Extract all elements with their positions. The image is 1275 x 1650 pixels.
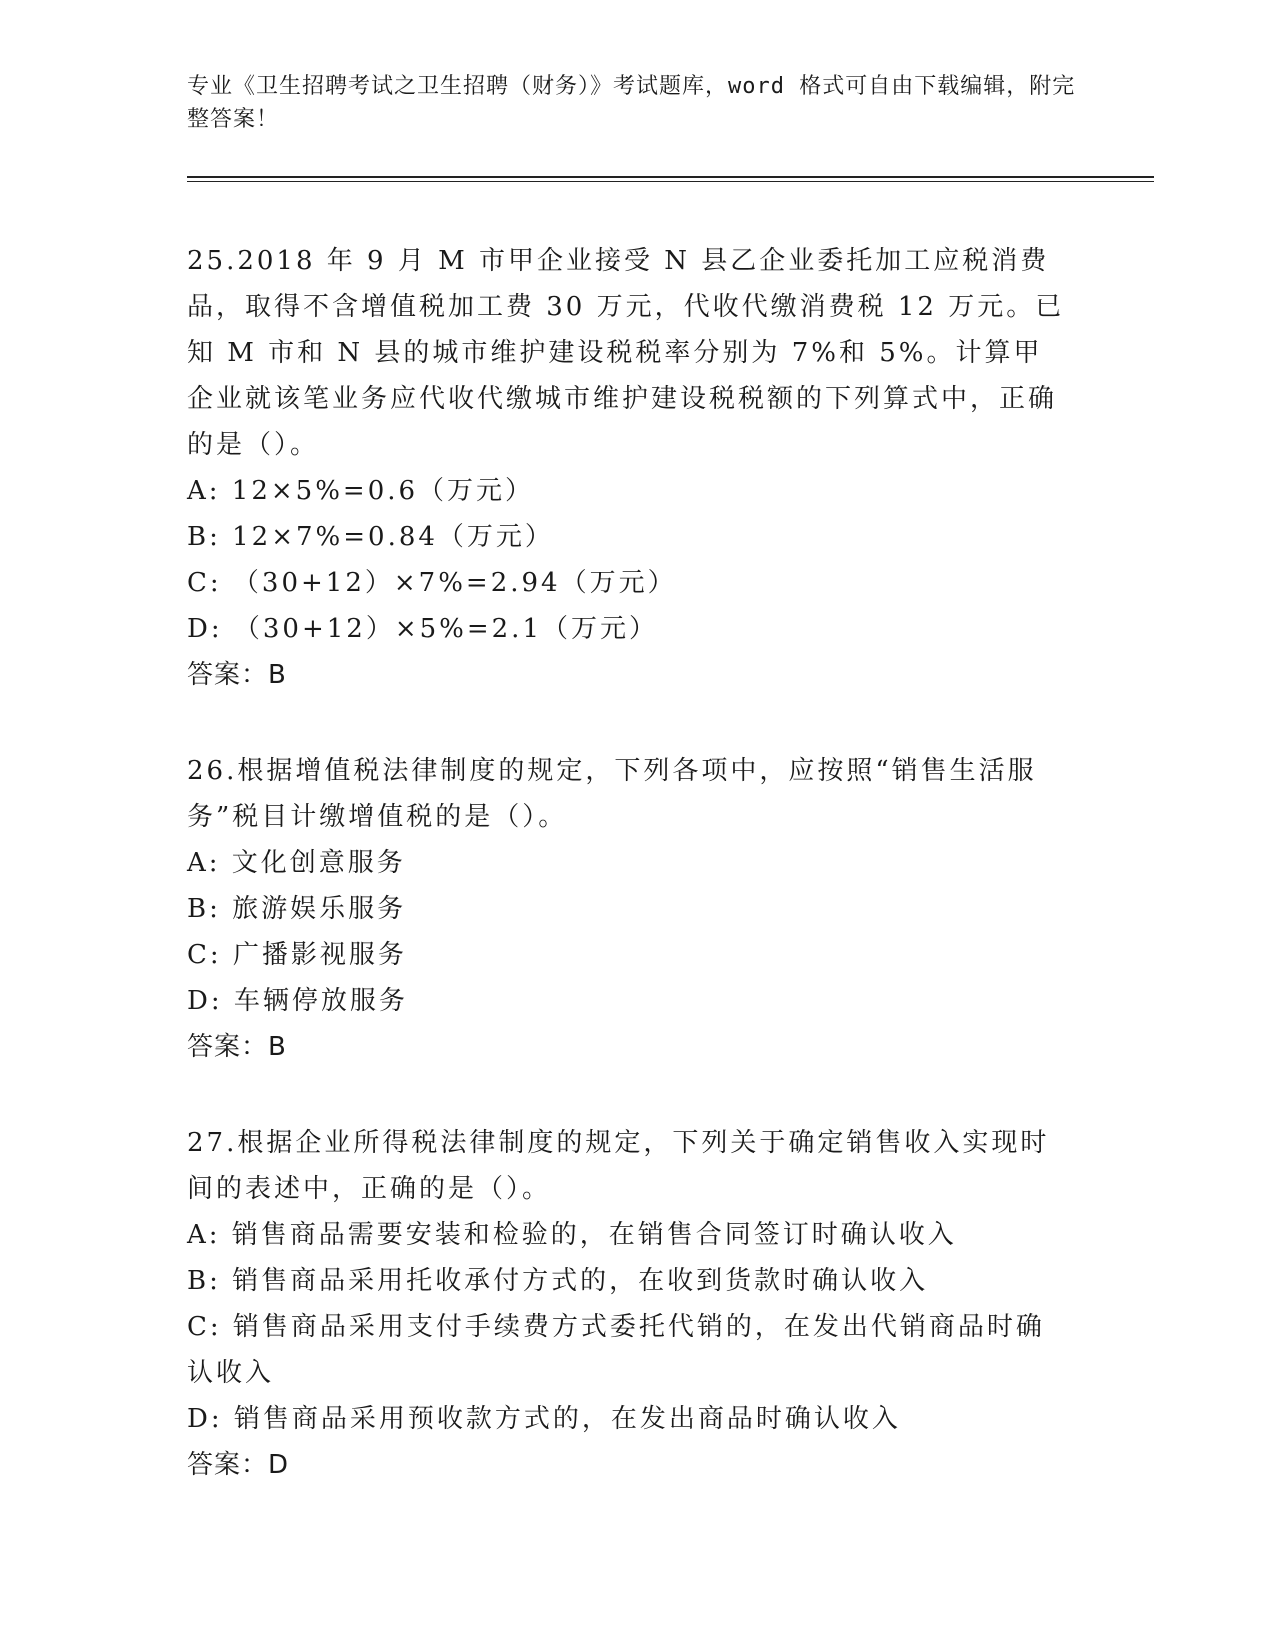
option-b: B: 销售商品采用托收承付方式的，在收到货款时确认收入: [187, 1266, 929, 1296]
option-c: C: 广播影视服务: [187, 940, 407, 970]
option-d: D: 销售商品采用预收款方式的，在发出商品时确认收入: [187, 1404, 901, 1434]
option-b: B: 12×7%=0.84（万元）: [187, 522, 554, 552]
question-stem: 27.根据企业所得税法律制度的规定，下列关于确定销售收入实现时间的表述中，正确的是（）。: [187, 1128, 1050, 1204]
option-c: C: （30+12）×7%=2.94（万元）: [187, 568, 677, 598]
option-a: A: 文化创意服务: [187, 848, 406, 878]
question-stem: 25.2018 年 9 月 M 市甲企业接受 N 县乙企业委托加工应税消费品，取得不含增值税加工费 30 万元，代收代缴消费税 12 万元。已知 M 市和 N 县的城市维护建设税税率分别为 7%和 5%。计算甲企业就该笔业务应代收代缴城市维护建设税税额的下列算式中，正确的是（）。: [187, 246, 1065, 460]
answer-label: 答案：D: [187, 1450, 290, 1480]
option-b: B: 旅游娱乐服务: [187, 894, 407, 924]
document-page: [187, 70, 1147, 1488]
question-26: [187, 748, 1147, 1070]
answer-label: 答案：B: [187, 660, 287, 690]
question-27: [187, 1120, 1147, 1488]
question-25: [187, 238, 1147, 698]
option-a: A: 12×5%=0.6（万元）: [187, 476, 535, 506]
option-d: D: （30+12）×5%=2.1（万元）: [187, 614, 658, 644]
question-stem: 26.根据增值税法律制度的规定，下列各项中，应按照“销售生活服务”税目计缴增值税的是（）。: [187, 756, 1037, 832]
option-c: C: 销售商品采用支付手续费方式委托代销的，在发出代销商品时确认收入: [187, 1312, 1045, 1388]
document-header: 专业《卫生招聘考试之卫生招聘（财务）》考试题库，word 格式可自由下载编辑，附完整答案！: [187, 74, 1076, 132]
header-divider: [187, 176, 1154, 182]
option-d: D: 车辆停放服务: [187, 986, 408, 1016]
option-a: A: 销售商品需要安装和检验的，在销售合同签订时确认收入: [187, 1220, 957, 1250]
answer-label: 答案：B: [187, 1032, 287, 1062]
